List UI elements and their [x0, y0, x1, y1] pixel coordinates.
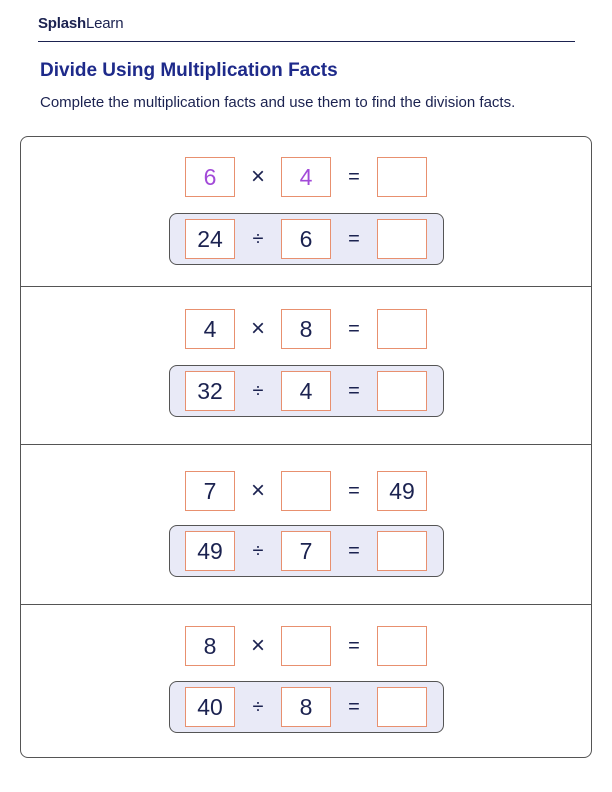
mult-product-answer[interactable]	[377, 157, 427, 197]
mult-factor-2-answer[interactable]	[281, 471, 331, 511]
mult-factor-1: 7	[185, 471, 235, 511]
equals-sign: =	[348, 227, 360, 250]
mult-factor-1: 4	[185, 309, 235, 349]
dividend: 49	[185, 531, 235, 571]
problem-1	[21, 137, 591, 287]
page-title: Divide Using Multiplication Facts	[40, 60, 338, 81]
equals-sign: =	[348, 539, 360, 562]
problem-2	[21, 287, 591, 445]
divide-sign: ÷	[252, 227, 264, 250]
times-sign: ×	[250, 315, 265, 342]
divisor: 7	[281, 531, 331, 571]
equals-sign: =	[348, 479, 360, 502]
brand-logo-light: Learn	[85, 15, 124, 32]
division-row	[21, 531, 591, 571]
mult-product: 49	[377, 471, 427, 511]
mult-factor-2-answer[interactable]	[281, 626, 331, 666]
equals-sign: =	[348, 379, 360, 402]
equals-sign: =	[348, 317, 360, 340]
times-sign: ×	[250, 163, 265, 190]
quotient-answer[interactable]	[377, 687, 427, 727]
divide-sign: ÷	[252, 539, 264, 562]
times-sign: ×	[250, 477, 265, 504]
divisor: 8	[281, 687, 331, 727]
divisor: 4	[281, 371, 331, 411]
times-sign: ×	[250, 632, 265, 659]
mult-factor-2: 8	[281, 309, 331, 349]
mult-product-answer[interactable]	[377, 309, 427, 349]
brand-logo	[38, 15, 123, 32]
equals-sign: =	[348, 634, 360, 657]
division-row	[21, 219, 591, 259]
mult-factor-2: 4	[281, 157, 331, 197]
multiplication-row	[21, 471, 591, 511]
quotient-answer[interactable]	[377, 371, 427, 411]
divide-sign: ÷	[252, 695, 264, 718]
quotient-answer[interactable]	[377, 531, 427, 571]
multiplication-row	[21, 626, 591, 666]
quotient-answer[interactable]	[377, 219, 427, 259]
dividend: 24	[185, 219, 235, 259]
division-row	[21, 371, 591, 411]
header-divider	[38, 41, 575, 42]
divide-sign: ÷	[252, 379, 264, 402]
problem-3	[21, 445, 591, 605]
brand-logo-bold: Splash	[38, 15, 86, 32]
dividend: 32	[185, 371, 235, 411]
multiplication-row	[21, 157, 591, 197]
multiplication-row	[21, 309, 591, 349]
dividend: 40	[185, 687, 235, 727]
problems-card	[20, 136, 592, 758]
mult-factor-1: 6	[185, 157, 235, 197]
division-row	[21, 687, 591, 727]
problem-4	[21, 605, 591, 757]
mult-product-answer[interactable]	[377, 626, 427, 666]
divisor: 6	[281, 219, 331, 259]
equals-sign: =	[348, 695, 360, 718]
instructions: Complete the multiplication facts and use them to find the division facts.	[40, 94, 516, 111]
equals-sign: =	[348, 165, 360, 188]
mult-factor-1: 8	[185, 626, 235, 666]
